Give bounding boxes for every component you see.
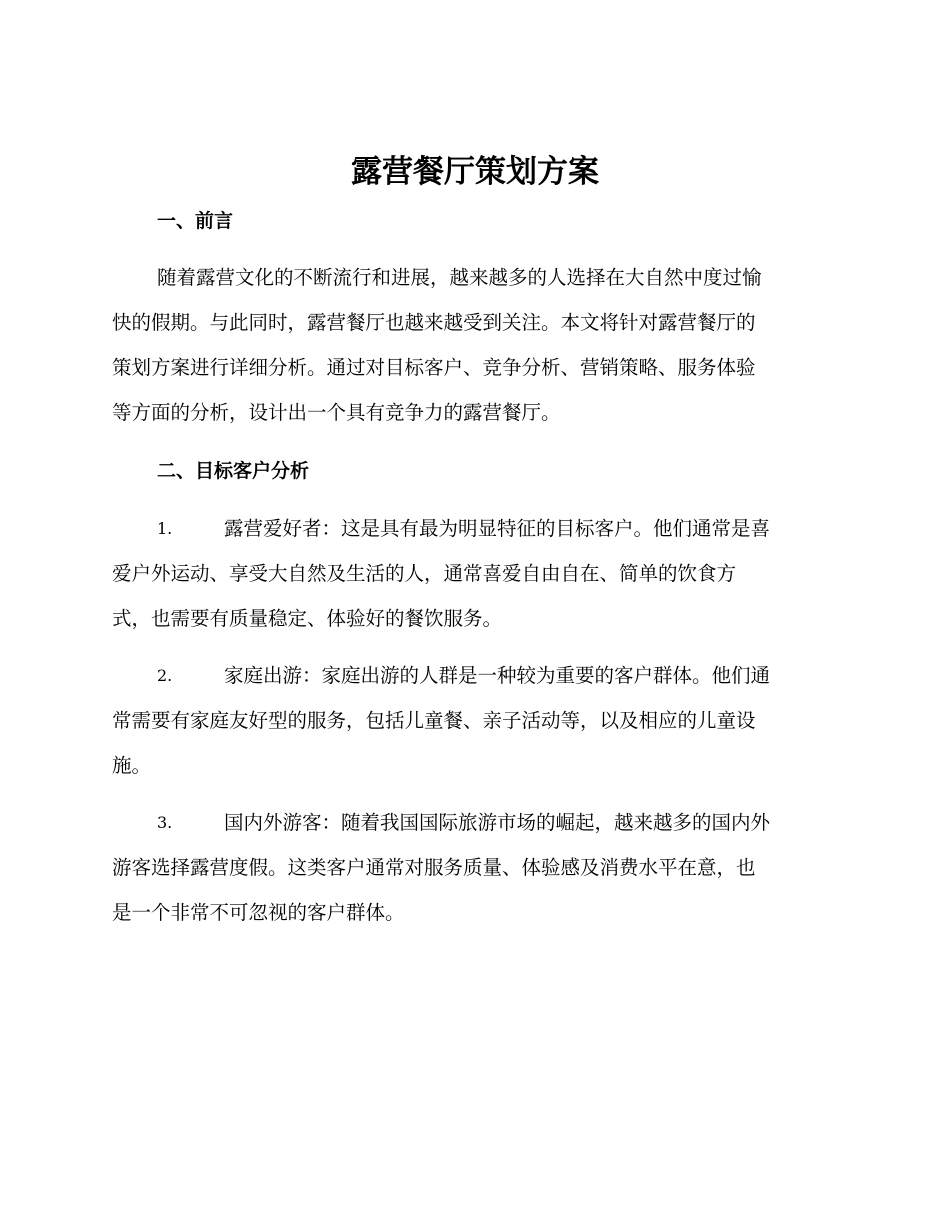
paragraph-line: 等方面的分析，设计出一个具有竞争力的露营餐厅。 (112, 401, 561, 424)
list-item-line: 是一个非常不可忽视的客户群体。 (112, 901, 405, 924)
list-item-line: 式，也需要有质量稳定、体验好的餐饮服务。 (112, 607, 503, 630)
list-item-line: 常需要有家庭友好型的服务，包括儿童餐、亲子活动等，以及相应的儿童设 (112, 709, 756, 732)
list-item (112, 653, 837, 788)
list-item-text: 国内外游客：随着我国国际旅游市场的崛起，越来越多的国内外 (224, 811, 771, 834)
list-item-first-line (112, 800, 837, 845)
preface-paragraph (112, 255, 837, 435)
list-item (112, 506, 837, 641)
list-item-number: 1. (157, 519, 173, 538)
section-heading-target-customers: 二、目标客户分析 (157, 460, 310, 482)
list-item-first-line (112, 653, 837, 698)
paragraph-line: 策划方案进行详细分析。通过对目标客户、竞争分析、营销策略、服务体验 (112, 356, 756, 379)
paragraph-line: 快的假期。与此同时，露营餐厅也越来越受到关注。本文将针对露营餐厅的 (112, 311, 756, 334)
paragraph-line: 随着露营文化的不断流行和进展，越来越多的人选择在大自然中度过愉 (157, 266, 762, 289)
list-item-text: 家庭出游：家庭出游的人群是一种较为重要的客户群体。他们通 (224, 664, 771, 687)
list-item-line: 爱户外运动、享受大自然及生活的人，通常喜爱自由自在、简单的饮食方 (112, 562, 737, 585)
list-item-first-line (112, 506, 837, 551)
list-item-line: 施。 (112, 754, 152, 777)
list-item (112, 800, 837, 935)
section-heading-preface: 一、前言 (157, 210, 234, 232)
list-item-number: 3. (157, 813, 173, 832)
list-item-number: 2. (157, 666, 173, 685)
list-item-line: 游客选择露营度假。这类客户通常对服务质量、体验感及消费水平在意，也 (112, 856, 756, 879)
document-title: 露营餐厅策划方案 (351, 154, 599, 190)
list-item-text: 露营爱好者：这是具有最为明显特征的目标客户。他们通常是喜 (224, 517, 771, 540)
